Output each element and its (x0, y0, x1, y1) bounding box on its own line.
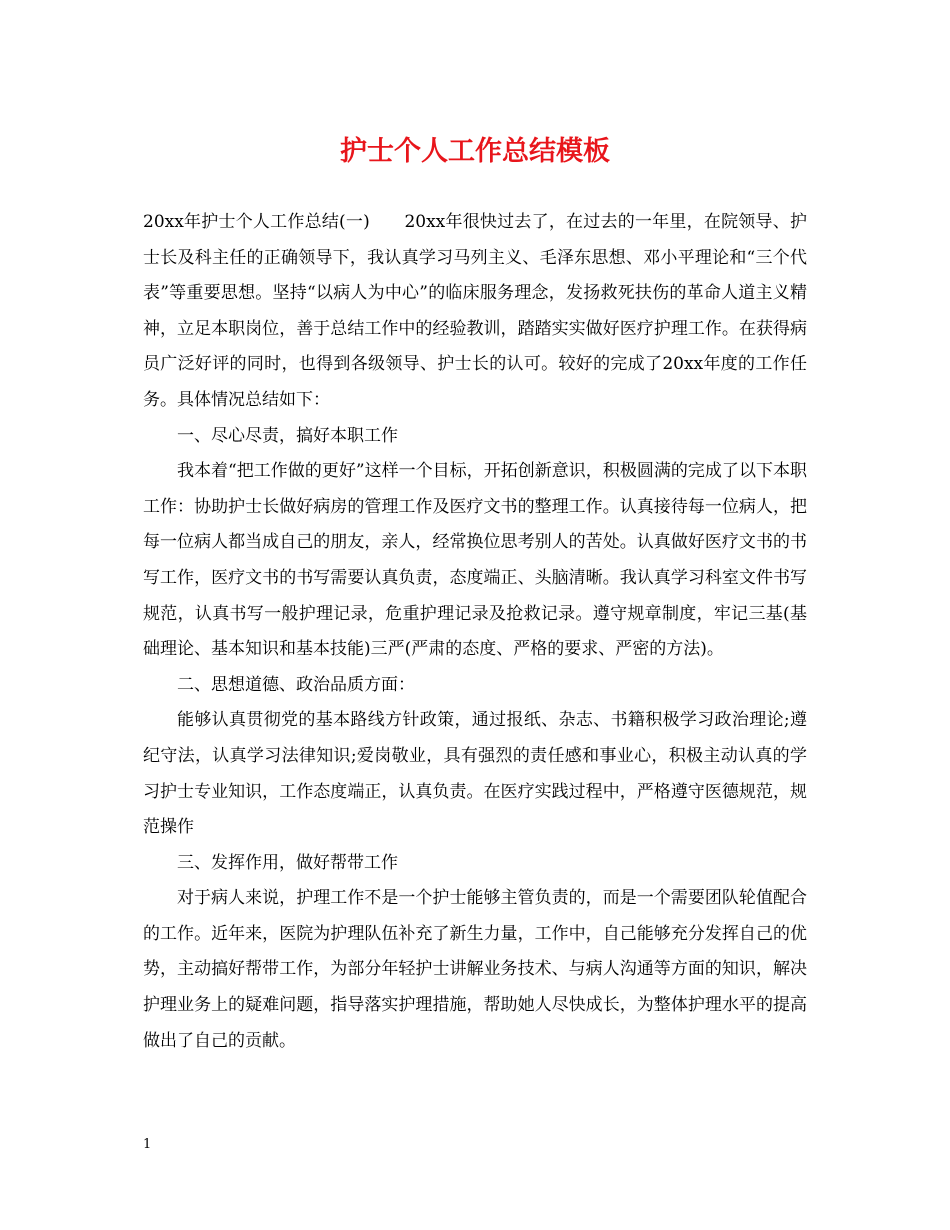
paragraph-section-3: 对于病人来说，护理工作不是一个护士能够主管负责的，而是一个需要团队轮值配合的工作。近年来，医院为护理队伍补充了新生力量，工作中，自己能够充分发挥自己的优势，主动搞好帮带工作，为部分年轻护士讲解业务技术、与病人沟通等方面的知识，解决护理业务上的疑难问题，指导落实护理措施，帮助她人尽快成长，为整体护理水平的提高做出了自己的贡献。 (143, 888, 807, 1051)
paragraph-section-1: 我本着“把工作做的更好”这样一个目标，开拓创新意识，积极圆满的完成了以下本职工作：协助护士长做好病房的管理工作及医疗文书的整理工作。认真接待每一位病人，把每一位病人都当成自己的朋友，亲人，经常换位思考别人的苦处。认真做好医疗文书的书写工作，医疗文书的书写需要认真负责，态度端正、头脑清晰。我认真学习科室文件书写规范，认真书写一般护理记录，危重护理记录及抢救记录。遵守规章制度，牢记三基(基础理论、基本知识和基本技能)三严(严肃的态度、严格的要求、严密的方法)。 (143, 461, 807, 660)
section-heading-2: 二、思想道德、政治品质方面： (177, 674, 415, 695)
paragraph-intro: 20xx年护士个人工作总结(一) 20xx年很快过去了，在过去的一年里，在院领导、护士长及科主任的正确领导下，我认真学习马列主义、毛泽东思想、邓小平理论和“三个代表”等重要思想。坚持“以病人为中心”的临床服务理念，发扬救死扶伤的革命人道主义精神，立足本职岗位，善于总结工作中的经验教训，踏踏实实做好医疗护理工作。在获得病员广泛好评的同时，也得到各级领导、护士长的认可。较好的完成了20xx年度的工作任务。具体情况总结如下： (143, 212, 807, 410)
section-heading-3: 三、发挥作用，做好帮带工作 (177, 852, 398, 873)
page-number: 1 (143, 1137, 152, 1152)
section-heading-1: 一、尽心尽责，搞好本职工作 (177, 425, 398, 446)
page-title: 护士个人工作总结模板 (340, 136, 610, 167)
document-body (143, 205, 807, 1059)
paragraph-section-2: 能够认真贯彻党的基本路线方针政策，通过报纸、杂志、书籍积极学习政治理论;遵纪守法，认真学习法律知识;爱岗敬业，具有强烈的责任感和事业心，积极主动认真的学习护士专业知识，工作态度端正，认真负责。在医疗实践过程中，严格遵守医德规范，规范操作 (143, 710, 807, 838)
